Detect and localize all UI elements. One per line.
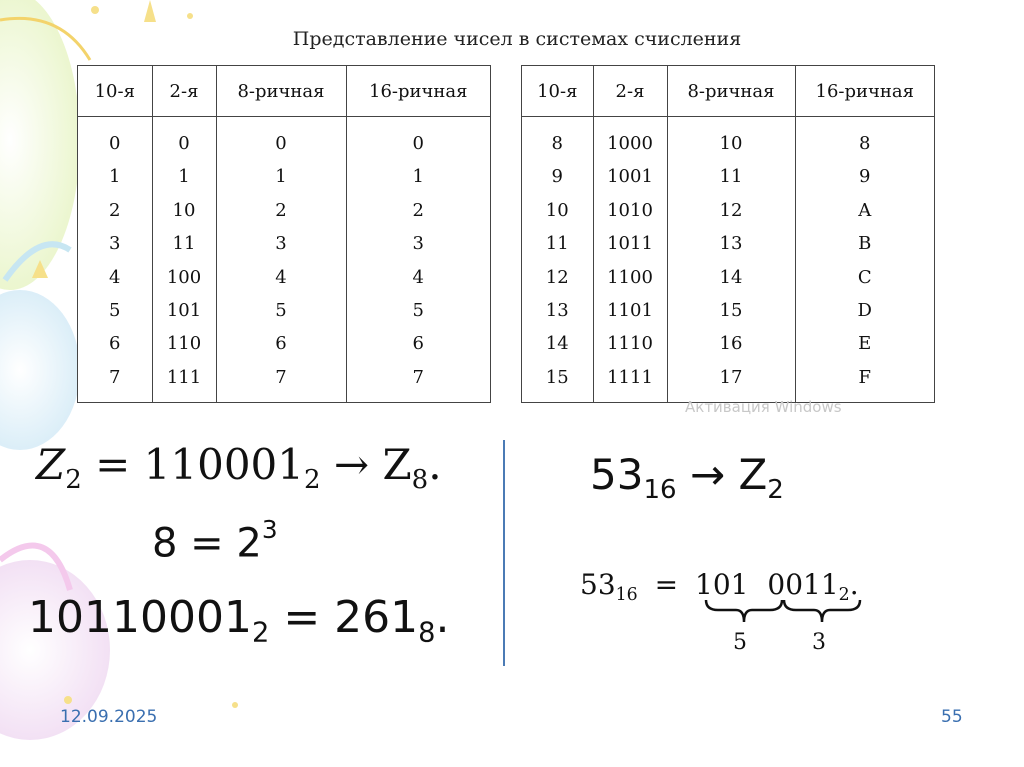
table-cell: 10 [719,133,743,154]
table-cell: 111 [166,366,202,388]
column-decimal [78,117,152,403]
header-binary: 2-я [593,66,667,117]
table-cell: 14 [545,333,569,355]
table-cell: 11 [545,233,569,255]
column-hex [795,117,934,403]
brace-label-3: 3 [812,630,826,655]
table-cell: 12 [545,266,569,288]
table-cell: F [858,366,871,388]
column-binary [593,117,667,403]
table-cell: 1 [275,166,287,188]
table-cell: 1101 [607,299,653,321]
table-title: Представление чисел в системах счисления [292,28,742,50]
table-cell: 0 [275,133,287,154]
column-octal [667,117,795,403]
table-cell: 1 [412,166,424,188]
table-cell: 7 [109,366,121,388]
formula-z2-to-z8: $Z_2 = 110001_2 \to Z_8$. [36,440,442,496]
table-cell: 1000 [607,133,653,154]
table-cell: 15 [719,299,743,321]
vertical-divider [503,440,505,666]
table-cell: 1111 [607,366,653,388]
table-cell: 110 [166,333,202,355]
formula-binary-to-octal: $10110001_2 = 261_8$. [28,592,450,649]
header-hex: 16-ричная [346,66,490,117]
table-cell: 17 [719,366,743,388]
column-octal [216,117,346,403]
column-decimal [522,117,593,403]
slide-number: 55 [941,707,963,727]
table-cell: 1 [178,166,190,188]
header-octal: 8-ричная [667,66,795,117]
table-cell: 3 [412,233,424,255]
table-cell: 6 [109,333,121,355]
table-cell: C [857,266,872,288]
column-hex [346,117,490,403]
table-cell: 3 [275,233,287,255]
table-cell: 9 [551,166,563,188]
table-cell: 14 [719,266,743,288]
number-table-left [78,66,490,402]
underbrace-group-1 [704,598,784,628]
table-cell: 1011 [607,233,653,255]
table-cell: 3 [109,233,121,255]
table-cell: 5 [109,299,121,321]
number-table-right [522,66,934,402]
table-cell: 5 [412,299,424,321]
header-decimal: 10-я [78,66,152,117]
header-hex: 16-ричная [795,66,934,117]
column-binary [152,117,216,403]
table-cell: 1110 [607,333,653,355]
table-cell: 12 [719,199,743,221]
table-cell: 10 [172,199,196,221]
table-cell: 0 [412,133,424,154]
table-cell: 1 [109,166,121,188]
table-cell: 4 [412,266,424,288]
formula-hex-53-binary: $53_{16} = 101$ $0011_2$. [580,568,859,606]
table-cell: 7 [412,366,424,388]
table-cell: 4 [275,266,287,288]
table-cell: 13 [719,233,743,255]
table-cell: E [858,333,872,355]
table-cell: 16 [719,333,743,355]
table-cell: 7 [275,366,287,388]
table-cell: A [858,199,872,221]
table-cell: 1010 [607,199,653,221]
table-cell: 6 [412,333,424,355]
table-cell: 0 [178,133,190,154]
table-cell: 2 [412,199,424,221]
table-cell: 6 [275,333,287,355]
underbrace-group-2 [782,598,862,628]
table-cell: 1100 [607,266,653,288]
table-cell: 13 [545,299,569,321]
table-cell: 101 [166,299,202,321]
table-cell: 15 [545,366,569,388]
table-cell: 8 [551,133,563,154]
table-cell: 9 [859,166,871,188]
header-decimal: 10-я [522,66,593,117]
table-cell: 11 [172,233,196,255]
table-cell: 100 [166,266,202,288]
activation-watermark: Активация Windows [685,398,842,416]
header-binary: 2-я [152,66,216,117]
table-cell: 2 [275,199,287,221]
table-cell: 11 [719,166,743,188]
header-octal: 8-ричная [216,66,346,117]
table-cell: 5 [275,299,287,321]
table-cell: 10 [545,199,569,221]
table-cell: 0 [109,133,121,154]
brace-label-5: 5 [733,630,747,655]
table-cell: 4 [109,266,121,288]
table-cell: B [858,233,872,255]
formula-8-equals-2-cubed: $8 = 2^3$ [152,515,278,567]
table-cell: 1001 [607,166,653,188]
table-cell: 8 [859,133,871,154]
table-cell: D [857,299,872,321]
footer-date: 12.09.2025 [60,707,158,727]
formula-hex-to-z2: $53_{16} \to Z_2$ [590,450,784,506]
table-cell: 2 [109,199,121,221]
